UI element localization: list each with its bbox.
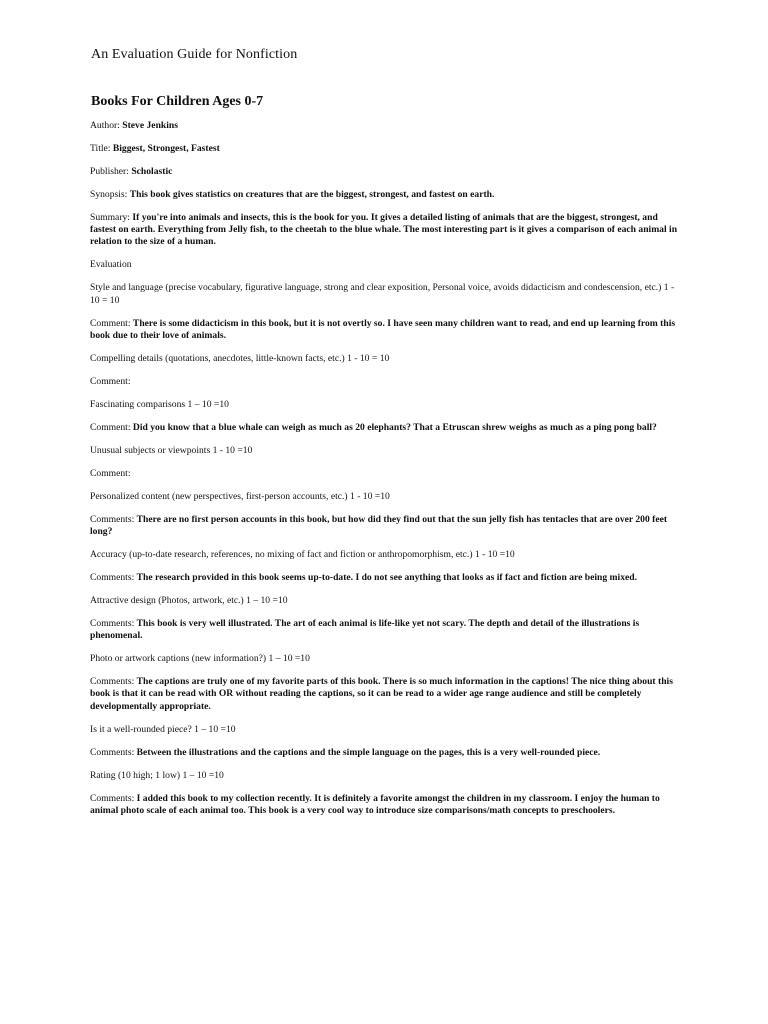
document-body	[90, 120, 680, 828]
criterion-comment	[90, 376, 680, 388]
criterion-text: Personalized content (new perspectives, first-person accounts, etc.) 1 - 10 =10	[90, 490, 390, 502]
comment-label: Comment:	[90, 421, 131, 433]
criterion-text: Style and language (precise vocabulary, figurative language, strong and clear exposition, Personal voice, avoids didacticism and condescension, etc.) 1 - 10 = 10	[90, 282, 675, 306]
comment-text: Between the illustrations and the captions and the simple language on the pages, this is a very well-rounded piece.	[136, 746, 601, 758]
field-value: If you're into animals and insects, this is the book for you. It gives a detailed listing of animals that are the biggest, strongest, and fastest on earth. Everything from Jelly fish, to the cheetah to the blue whale. The most interesting part is it gives a comparison of each animal in relation to the size of a human.	[90, 212, 678, 248]
criterion-text: Fascinating comparisons 1 – 10 =10	[90, 398, 229, 410]
comment-label: Comments:	[90, 513, 135, 525]
author-field	[90, 120, 680, 132]
comment-text: The research provided in this book seems up-to-date. I do not see anything that looks as if fact and fiction are being mixed.	[136, 572, 637, 584]
criterion-text: Compelling details (quotations, anecdotes, little-known facts, etc.) 1 - 10 = 10	[90, 352, 390, 364]
field-value: Biggest, Strongest, Fastest	[112, 143, 220, 154]
criterion-comment	[90, 747, 680, 759]
criterion-comment	[90, 572, 680, 584]
criterion-text: Is it a well-rounded piece? 1 – 10 =10	[90, 723, 236, 735]
comment-label: Comments:	[90, 746, 135, 758]
comment-text: There is some didacticism in this book, but it is not overtly so. I have seen many children want to read, and end up learning from this book due to their love of animals.	[90, 317, 676, 341]
criterion-comment	[90, 422, 680, 434]
comment-text: I added this book to my collection recently. It is definitely a favorite amongst the children in my classroom. I enjoy the human to animal photo scale of each animal too. This book is a very cool way to introduce size comparisons/math concepts to preschoolers.	[90, 792, 660, 816]
field-value: This book gives statistics on creatures that are the biggest, strongest, and fastest on earth.	[129, 189, 495, 200]
criterion-text: Accuracy (up-to-date research, references, no mixing of fact and fiction or anthropomorphism, etc.) 1 - 10 =10	[90, 549, 515, 561]
field-label: Publisher:	[90, 166, 129, 177]
document-title: An Evaluation Guide for Nonfiction	[91, 47, 298, 62]
comment-text: Did you know that a blue whale can weigh as much as 20 elephants? That a Etruscan shrew weighs as much as a ping pong ball?	[132, 421, 657, 433]
field-label: Author:	[90, 120, 120, 131]
criterion-comment	[90, 468, 680, 480]
criterion-text: Attractive design (Photos, artwork, etc.) 1 – 10 =10	[90, 595, 288, 607]
comment-text: The captions are truly one of my favorite parts of this book. There is so much information in the captions! The nice thing about this book is that it can be read with OR without reading the captions, so it can be read to a wider age range audience and still be completely developmentally appropriate.	[90, 676, 673, 712]
comment-text: This book is very well illustrated. The art of each animal is life-like yet not scary. The depth and detail of the illustrations is phenomenal.	[90, 618, 640, 642]
criterion-comment	[90, 318, 680, 342]
criterion-text: Photo or artwork captions (new information?) 1 – 10 =10	[90, 653, 310, 665]
publisher-field	[90, 166, 680, 178]
section-title: Books For Children Ages 0-7	[91, 94, 264, 109]
criterion-text: Rating (10 high; 1 low) 1 – 10 =10	[90, 769, 224, 781]
comment-label: Comment:	[90, 467, 131, 479]
field-label: Summary:	[90, 212, 130, 223]
synopsis-field	[90, 189, 680, 201]
field-label: Synopsis:	[90, 189, 128, 200]
field-label: Title:	[90, 143, 111, 154]
comment-text: There are no first person accounts in this book, but how did they find out that the sun jelly fish has tentacles that are over 200 feet long?	[90, 513, 668, 538]
comment-label: Comments:	[90, 676, 135, 688]
field-value: Steve Jenkins	[122, 120, 178, 131]
comment-label: Comments:	[90, 572, 135, 584]
comment-label: Comment:	[90, 375, 131, 387]
criterion-comment	[90, 676, 680, 713]
comment-label: Comments:	[90, 618, 135, 630]
comment-label: Comment:	[90, 317, 131, 329]
comment-label: Comments:	[90, 792, 135, 804]
field-value: Scholastic	[131, 166, 173, 177]
criterion-comment	[90, 618, 680, 642]
criterion-text: Unusual subjects or viewpoints 1 - 10 =10	[90, 444, 253, 456]
evaluation-heading: Evaluation	[90, 259, 132, 271]
summary-field	[90, 212, 680, 249]
title-field	[90, 143, 680, 155]
criterion-comment	[90, 793, 680, 817]
criterion-comment	[90, 514, 680, 538]
